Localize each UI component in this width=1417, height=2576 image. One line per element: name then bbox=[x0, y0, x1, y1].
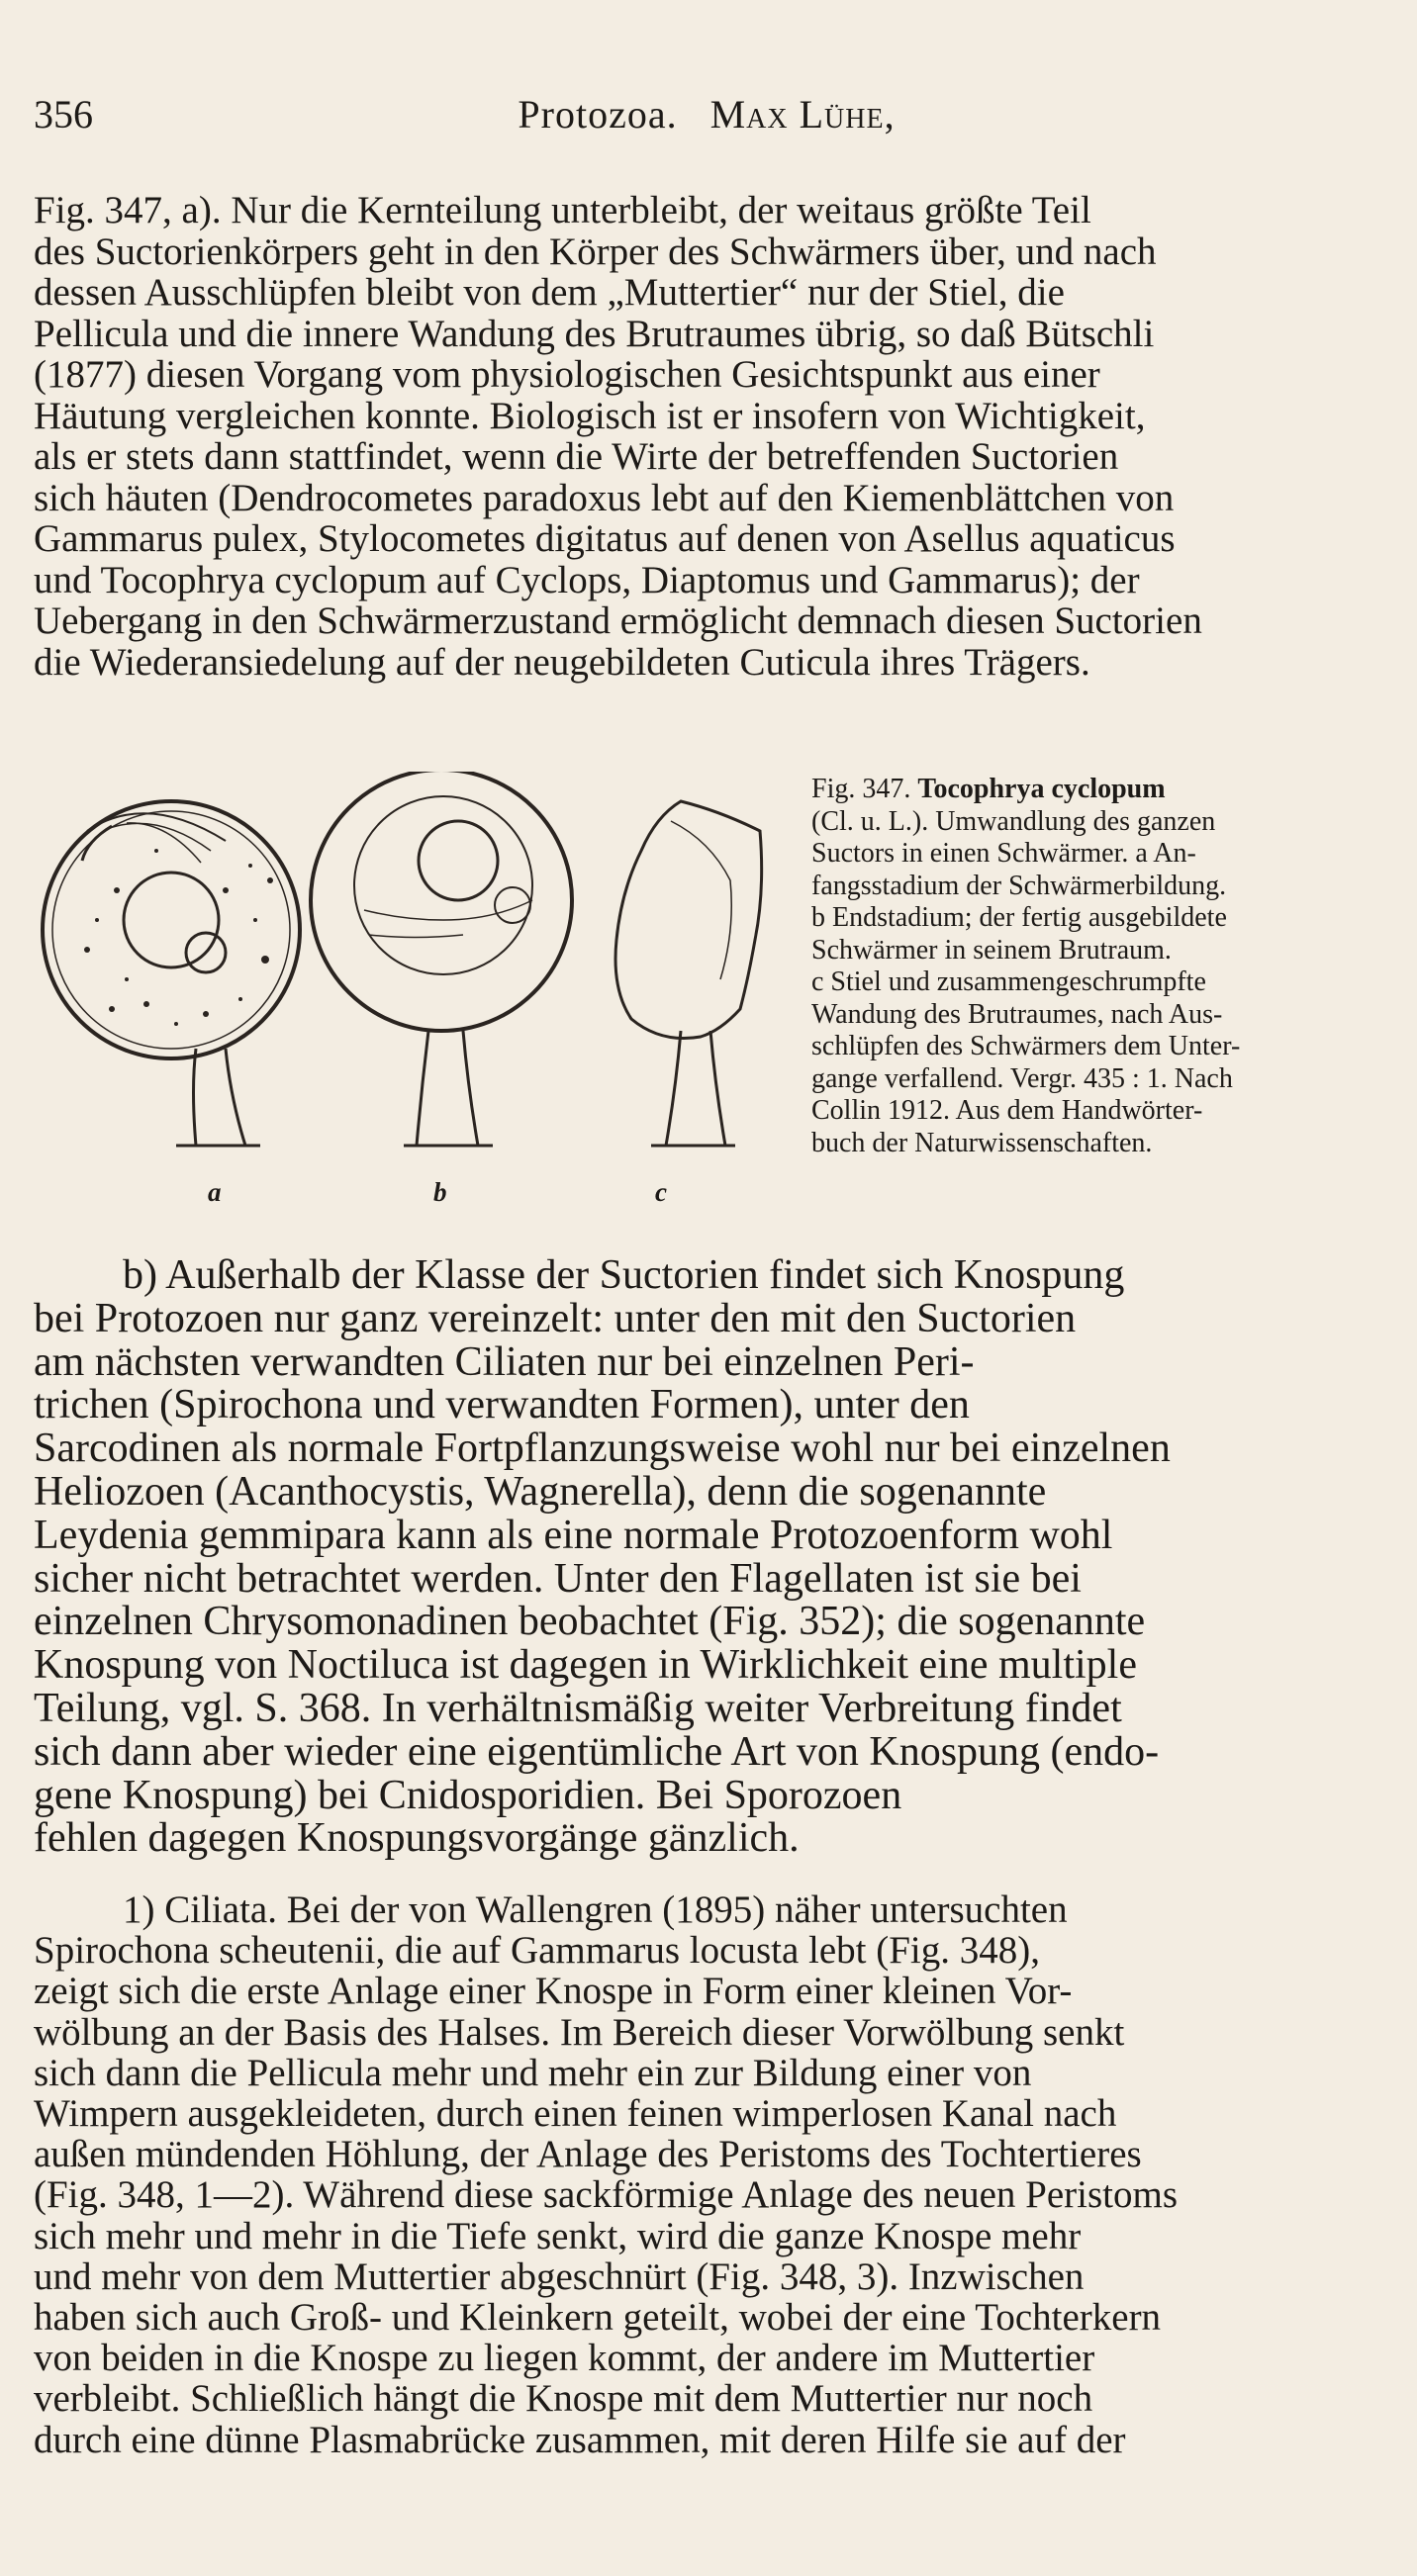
caption-line: Wandung des Brutraumes, nach Aus- bbox=[811, 998, 1223, 1030]
caption-line: b Endstadium; der fertig ausgebildete bbox=[811, 902, 1227, 933]
text-line: Uebergang in den Schwärmerzustand ermöglicht demnach diesen Suctorien bbox=[34, 599, 1202, 642]
caption-line: (Cl. u. L.). Umwandlung des ganzen bbox=[811, 805, 1216, 837]
text-line: sich häuten (Dendrocometes paradoxus lebt auf den Kiemenblättchen von bbox=[34, 476, 1175, 519]
text-line bbox=[34, 1889, 1389, 1930]
caption-line: Schwärmer in seinem Brutraum. bbox=[811, 934, 1172, 966]
cell-a-drawing bbox=[43, 801, 300, 1146]
text-line: Häutung vergleichen konnte. Biologisch ist er insofern von Wichtigkeit, bbox=[34, 394, 1146, 437]
figure-label-c: c bbox=[655, 1177, 667, 1207]
text-line: Pellicula und die innere Wandung des Brutraumes übrig, so daß Bütschli bbox=[34, 312, 1155, 355]
cell-b-drawing bbox=[311, 772, 572, 1146]
text-line: des Suctorienkörpers geht in den Körper des Schwärmers über, und nach bbox=[34, 230, 1157, 273]
text-line: die Wiederansiedelung auf der neugebildeten Cuticula ihres Trägers. bbox=[34, 640, 1090, 684]
text-line: Knospung von Noctiluca ist dagegen in Wirklichkeit eine multiple bbox=[34, 1642, 1137, 1689]
caption-line: c Stiel und zusammengeschrumpfte bbox=[811, 966, 1206, 997]
caption-species: Tocophrya cyclopum bbox=[917, 774, 1166, 804]
text-line: Wimpern ausgekleideten, durch einen feinen wimperlosen Kanal nach bbox=[34, 2092, 1117, 2136]
text-line: fehlen dagegen Knospungsvorgänge gänzlich. bbox=[34, 1815, 800, 1862]
text-line: bei Protozoen nur ganz vereinzelt: unter den mit den Suctorien bbox=[34, 1295, 1077, 1341]
text-line: wölbung an der Basis des Halses. Im Bereich dieser Vorwölbung senkt bbox=[34, 2010, 1125, 2054]
text-line: durch eine dünne Plasmabrücke zusammen, mit deren Hilfe sie auf der bbox=[34, 2418, 1126, 2461]
text-line: Spirochona scheutenii, die auf Gammarus locusta lebt (Fig. 348), bbox=[34, 1929, 1041, 1973]
caption-line: schlüpfen des Schwärmers dem Unter- bbox=[811, 1031, 1241, 1061]
caption-head bbox=[811, 774, 1385, 806]
caption-line: Collin 1912. Aus dem Handwörter- bbox=[811, 1095, 1203, 1126]
text-line: am nächsten verwandten Ciliaten nur bei einzelnen Peri- bbox=[34, 1338, 975, 1385]
page-number: 356 bbox=[34, 92, 93, 137]
paragraph-budding-outside-suctoria bbox=[34, 1254, 1389, 1861]
paragraph-ciliata bbox=[34, 1889, 1389, 2460]
text-line: trichen (Spirochona und verwandten Formen), unter den bbox=[34, 1382, 970, 1428]
text-line-content: 1) Ciliata. Bei der von Wallengren (1895) näher untersuchten bbox=[123, 1888, 1068, 1931]
text-line: als er stets dann stattfindet, wenn die Wirte der betreffenden Suctorien bbox=[34, 435, 1119, 478]
running-title bbox=[34, 91, 1379, 138]
text-line: dessen Ausschlüpfen bleibt von dem „Muttertier“ nur der Stiel, die bbox=[34, 271, 1065, 314]
text-line: sich dann die Pellicula mehr und mehr ein zur Bildung einer von bbox=[34, 2051, 1032, 2094]
text-line: von beiden in die Knospe zu liegen kommt, der andere im Muttertier bbox=[34, 2337, 1095, 2380]
text-line: und Tocophrya cyclopum auf Cyclops, Diaptomus und Gammarus); der bbox=[34, 558, 1140, 601]
text-line: haben sich auch Groß- und Kleinkern geteilt, wobei der eine Tochterkern bbox=[34, 2296, 1162, 2340]
text-line: sicher nicht betrachtet werden. Unter den Flagellaten ist sie bei bbox=[34, 1555, 1082, 1602]
caption-line: Suctors in einen Schwärmer. a An- bbox=[811, 838, 1196, 869]
figure-347-illustration bbox=[28, 772, 790, 1187]
text-line: Gammarus pulex, Stylocometes digitatus auf denen von Asellus aquaticus bbox=[34, 517, 1176, 560]
text-line: einzelnen Chrysomonadinen beobachtet (Fig. 352); die sogenannte bbox=[34, 1599, 1146, 1645]
text-line: zeigt sich die erste Anlage einer Knospe in Form einer kleinen Vor- bbox=[34, 1970, 1073, 2013]
text-line: außen mündenden Höhlung, der Anlage des Peristoms des Tochtertieres bbox=[34, 2133, 1142, 2176]
caption-line: gange verfallend. Vergr. 435 : 1. Nach bbox=[811, 1062, 1233, 1094]
caption-line: fangsstadium der Schwärmerbildung. bbox=[811, 870, 1227, 901]
text-line: verbleibt. Schließlich hängt die Knospe mit dem Muttertier nur noch bbox=[34, 2377, 1093, 2421]
author-name: Max Lühe, bbox=[709, 92, 896, 137]
text-line: Heliozoen (Acanthocystis, Wagnerella), denn die sogenannte bbox=[34, 1468, 1047, 1515]
text-line: Leydenia gemmipara kann als eine normale Protozoenform wohl bbox=[34, 1512, 1113, 1558]
figure-caption bbox=[811, 774, 1385, 1159]
text-line: (Fig. 348, 1—2). Während diese sackförmige Anlage des neuen Peristoms bbox=[34, 2173, 1179, 2217]
text-line: Teilung, vgl. S. 368. In verhältnismäßig weiter Verbreitung findet bbox=[34, 1685, 1122, 1731]
text-line: gene Knospung) bei Cnidosporidien. Bei Sporozoen bbox=[34, 1772, 902, 1818]
text-line: (1877) diesen Vorgang vom physiologischen Gesichtspunkt aus einer bbox=[34, 353, 1100, 396]
running-header bbox=[34, 91, 1379, 146]
text-line: Fig. 347, a). Nur die Kernteilung unterbleibt, der weitaus größte Teil bbox=[34, 189, 1091, 231]
text-line-content: b) Außerhalb der Klasse der Suctorien findet sich Knospung bbox=[123, 1252, 1125, 1298]
text-line: sich mehr und mehr in die Tiefe senkt, wird die ganze Knospe mehr bbox=[34, 2214, 1082, 2257]
caption-fig-number: Fig. 347. bbox=[811, 774, 911, 804]
cell-c-drawing bbox=[615, 801, 762, 1146]
caption-line: buch der Naturwissenschaften. bbox=[811, 1127, 1153, 1158]
paragraph-fig347-intro bbox=[34, 190, 1389, 683]
running-title-text: Protozoa. bbox=[518, 92, 678, 137]
text-line: und mehr von dem Muttertier abgeschnürt (Fig. 348, 3). Inzwischen bbox=[34, 2254, 1085, 2298]
text-line: Sarcodinen als normale Fortpflanzungsweise wohl nur bei einzelnen bbox=[34, 1426, 1171, 1472]
figure-label-b: b bbox=[433, 1177, 447, 1207]
text-line: sich dann aber wieder eine eigentümliche Art von Knospung (endo- bbox=[34, 1728, 1160, 1775]
text-line bbox=[34, 1254, 1389, 1298]
figure-347 bbox=[28, 772, 790, 1217]
figure-label-a: a bbox=[208, 1177, 222, 1207]
